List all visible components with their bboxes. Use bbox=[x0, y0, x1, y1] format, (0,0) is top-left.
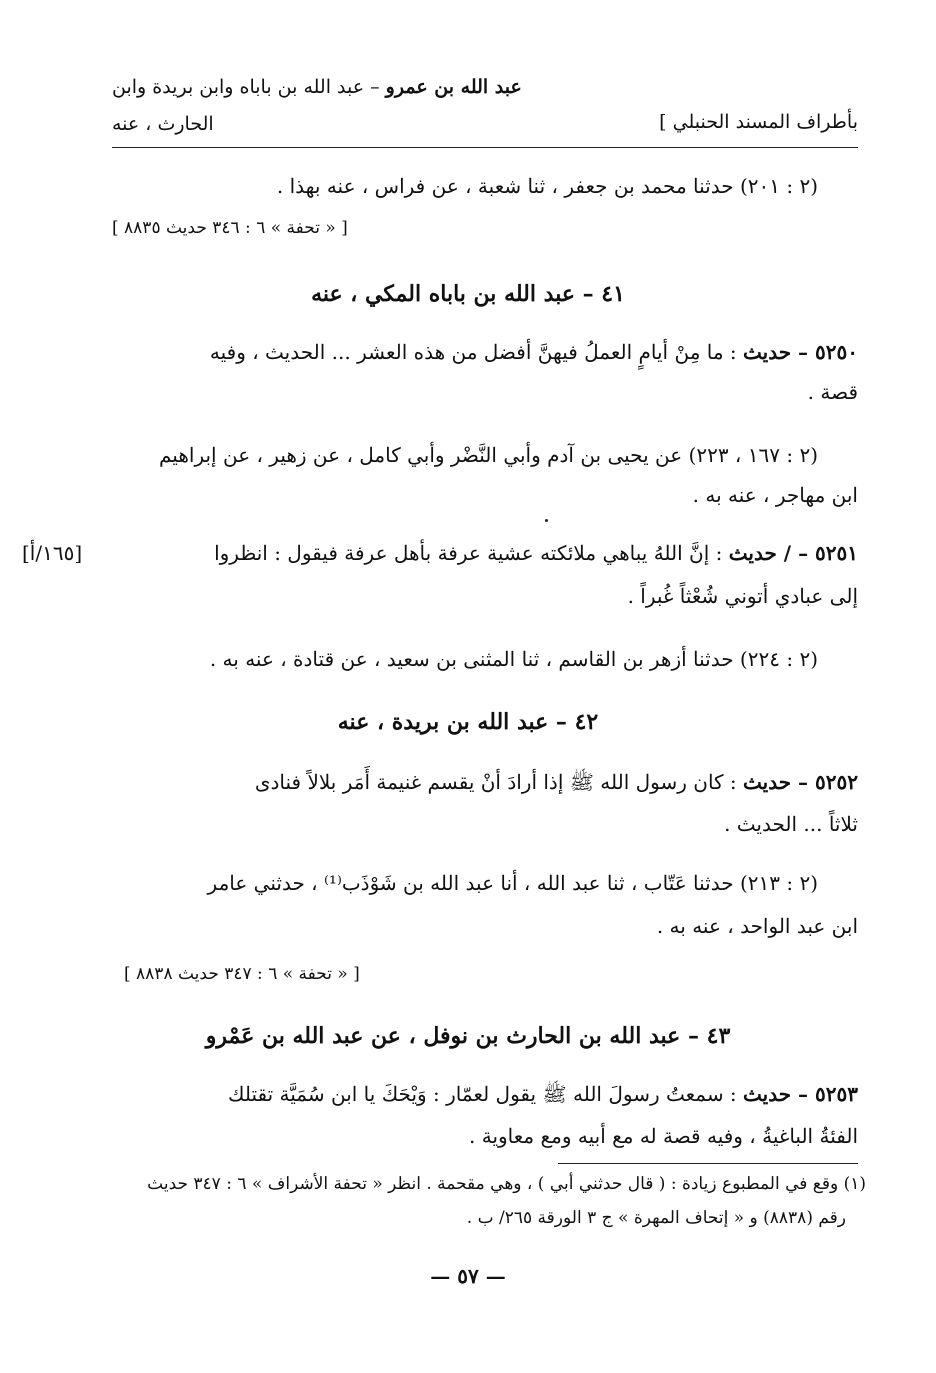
header-divider bbox=[112, 147, 858, 148]
isnad-chain-5252-line1: (٢ : ٢١٣) حدثنا عَتّاب ، ثنا عبد الله ، أنا عبد الله بن شَوْذَب⁽¹⁾ ، حدثني عامر bbox=[207, 871, 818, 895]
manuscript-folio-marker: [١٦٥/أ] bbox=[22, 541, 83, 565]
isnad-chain-5251: (٢ : ٢٢٤) حدثنا أزهر بن القاسم ، ثنا المثنى بن سعيد ، عن قتادة ، عنه به . bbox=[209, 647, 818, 671]
hadith-5250-label: ٥٢٥٠ – حديث bbox=[743, 340, 858, 364]
hadith-5251-label: ٥٢٥١ – / حديث bbox=[728, 541, 858, 565]
hadith-5250-line1 bbox=[210, 338, 858, 366]
running-header-section-line2: الحارث ، عنه bbox=[112, 113, 214, 135]
hadith-5252-line1 bbox=[255, 768, 858, 796]
hadith-5250-line2: قصة . bbox=[807, 380, 858, 404]
hadith-5251-line1 bbox=[214, 539, 858, 567]
tuhfa-reference-5249: [ « تحفة » ٦ : ٣٤٦ حديث ٨٨٣٥ ] bbox=[112, 218, 348, 238]
running-header-book-title: بأطراف المسند الحنبلي ] bbox=[659, 111, 858, 133]
running-header-section-bold: عبد الله بن عمرو bbox=[385, 76, 522, 98]
section-heading-43: ٤٣ – عبد الله بن الحارث بن نوفل ، عن عبد الله بن عَمْرو bbox=[205, 1023, 731, 1049]
running-header-section-rest: – عبد الله بن باباه وابن بريدة وابن bbox=[112, 76, 386, 98]
section-heading-41: ٤١ – عبد الله بن باباه المكي ، عنه bbox=[311, 281, 625, 307]
tuhfa-reference-5252: [ « تحفة » ٦ : ٣٤٧ حديث ٨٨٣٨ ] bbox=[124, 964, 360, 984]
isnad-chain-5250-line2: ابن مهاجر ، عنه به . bbox=[692, 483, 858, 507]
isnad-chain-5250-line1: (٢ : ١٦٧ ، ٢٢٣) عن يحيى بن آدم وأبي النَّضْر وأبي كامل ، عن زهير ، عن إبراهيم bbox=[159, 443, 818, 467]
hadith-5251-line2: إلى عبادي أتوني شُعْثاً غُبراً . bbox=[627, 584, 858, 608]
hadith-5252-text: : كان رسول الله ﷺ إذا أرادَ أنْ يقسم غنيمة أَمَر بلالاً فنادى bbox=[254, 770, 744, 794]
hadith-5251-text: : إنَّ اللهُ يباهي ملائكته عشية عرفة بأهل عرفة فيقول : انظروا bbox=[214, 541, 729, 565]
hadith-5252-line2: ثلاثاً ... الحديث . bbox=[724, 812, 858, 836]
running-header-section bbox=[112, 76, 522, 98]
hadith-5253-line2: الفئةُ الباغيةُ ، وفيه قصة له مع أبيه ومع معاوية . bbox=[469, 1124, 858, 1148]
section-heading-42: ٤٢ – عبد الله بن بريدة ، عنه bbox=[337, 709, 599, 735]
stray-mark bbox=[545, 519, 548, 522]
hadith-5253-line1 bbox=[228, 1080, 858, 1108]
footnote-line1: (١) وقع في المطبوع زيادة : ( قال حدثني أبي ) ، وهي مقحمة . انظر « تحفة الأشراف » ٦ : ٣٤٧ حديث bbox=[147, 1174, 866, 1194]
isnad-chain-5252-line2: ابن عبد الواحد ، عنه به . bbox=[656, 914, 858, 938]
hadith-5253-text: : سمعتُ رسولَ الله ﷺ يقول لعمّار : وَيْحَكَ يا ابن سُمَيَّة تقتلك bbox=[227, 1082, 744, 1106]
hadith-5252-label: ٥٢٥٢ – حديث bbox=[743, 770, 858, 794]
footnote-line2: رقم (٨٨٣٨) و « إتحاف المهرة » ج ٣ الورقة ٢٦٥/ ب . bbox=[466, 1208, 846, 1228]
hadith-5253-label: ٥٢٥٣ – حديث bbox=[743, 1082, 858, 1106]
page-number: — ٥٧ — bbox=[430, 1264, 506, 1288]
footnote-divider bbox=[558, 1163, 858, 1164]
hadith-5250-text: : ما مِنْ أيامٍ العملُ فيهنَّ أفضل من هذه العشر ... الحديث ، وفيه bbox=[209, 340, 744, 364]
isnad-chain-5249: (٢ : ٢٠١) حدثنا محمد بن جعفر ، ثنا شعبة ، عن فراس ، عنه بهذا . bbox=[276, 174, 818, 198]
